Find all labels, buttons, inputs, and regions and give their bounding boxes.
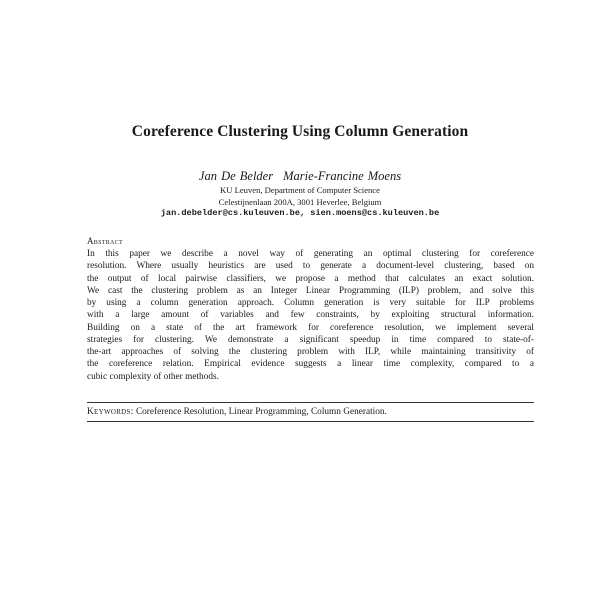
abstract-line: strategies for clustering. We demonstrate a significant speedup in time compared to state-of- xyxy=(87,334,534,345)
abstract-line: Building on a state of the art framework for coreference resolution, we implement several xyxy=(87,322,534,333)
keywords-text: Coreference Resolution, Linear Programming, Column Generation. xyxy=(135,407,387,417)
abstract-line: resolution. Where usually heuristics are used to generate a document-level clustering, based on xyxy=(87,261,534,272)
abstract-heading: Abstract xyxy=(87,236,123,246)
author-list xyxy=(0,169,600,184)
affiliation-address: Celestijnenlaan 200A, 3001 Heverlee, Belgium xyxy=(218,197,382,207)
abstract-line: by using a column generation approach. Column generation is very suitable for ILP problems xyxy=(87,298,534,308)
author-emails: jan.debelder@cs.kuleuven.be, sien.moens@cs.kuleuven.be xyxy=(160,208,440,218)
abstract-line: the-art approaches of solving the clustering problem with ILP, while maintaining transitivity of xyxy=(87,347,534,357)
keywords-label: Keywords: xyxy=(87,407,134,417)
keywords-bottom-rule xyxy=(87,421,534,422)
abstract-line: with a large amount of variables and few constraints, by exploiting structural information. xyxy=(87,310,534,321)
abstract-line: cubic complexity of other methods. xyxy=(87,371,219,382)
abstract-line: the coreference relation. Empirical evidence suggests a linear time complexity, compared to a xyxy=(87,359,534,370)
abstract-line: We cast the clustering problem as an Integer Linear Programming (ILP) problem, and solve this xyxy=(87,285,534,296)
abstract-body xyxy=(87,248,534,383)
abstract-line: the output of local pairwise classifiers, we propose a method that calculates an exact solution. xyxy=(87,273,534,284)
keywords-top-rule xyxy=(87,402,534,403)
author-name: Marie-Francine Moens xyxy=(283,169,402,183)
affiliation-line: KU Leuven, Department of Computer Science xyxy=(220,185,380,195)
keywords-line xyxy=(87,406,387,418)
author-name: Jan De Belder xyxy=(198,169,274,183)
paper-title: Coreference Clustering Using Column Generation xyxy=(131,123,469,140)
abstract-line: In this paper we describe a novel way of generating an optimal clustering for coreference xyxy=(87,249,534,259)
